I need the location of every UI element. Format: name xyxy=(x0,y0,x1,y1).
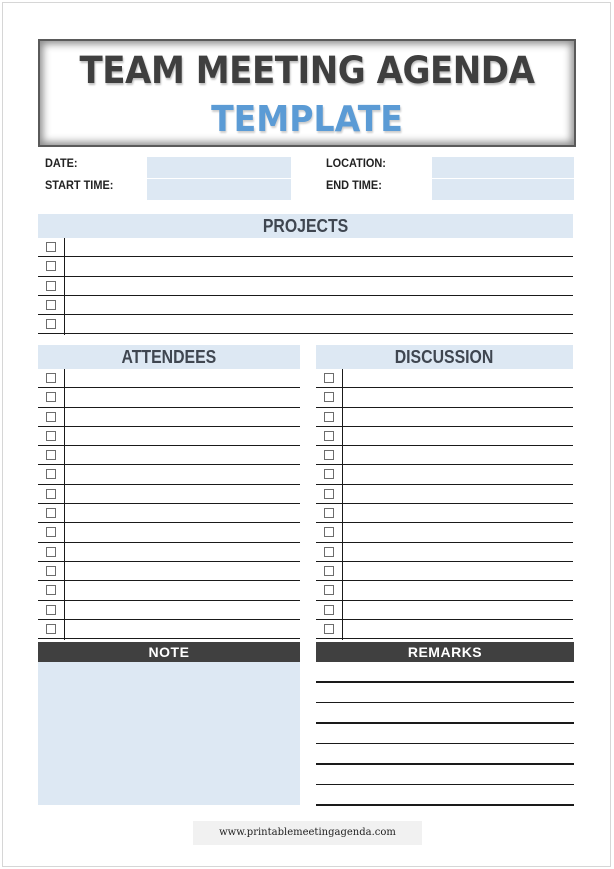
checkbox[interactable] xyxy=(46,469,56,479)
column-divider xyxy=(342,408,343,428)
footer-website: www.printablemeetingagenda.com xyxy=(193,821,422,845)
attendees-list xyxy=(38,369,300,639)
column-divider xyxy=(342,369,343,389)
attendee-entry-field[interactable] xyxy=(66,485,300,503)
attendee-row xyxy=(38,388,300,407)
page-title: TEAM MEETING AGENDA xyxy=(79,49,535,92)
start-time-label: START TIME: xyxy=(45,180,114,192)
checkbox[interactable] xyxy=(46,300,56,310)
remarks-line[interactable] xyxy=(316,804,574,806)
column-divider xyxy=(64,465,65,485)
attendee-entry-field[interactable] xyxy=(66,504,300,522)
discussion-row xyxy=(316,562,573,581)
remarks-line[interactable] xyxy=(316,702,574,704)
note-area[interactable] xyxy=(38,662,300,805)
discussion-row xyxy=(316,485,573,504)
discussion-row xyxy=(316,523,573,542)
attendee-entry-field[interactable] xyxy=(66,581,300,599)
attendee-row xyxy=(38,601,300,620)
date-label: DATE: xyxy=(45,158,78,170)
attendee-entry-field[interactable] xyxy=(66,427,300,445)
checkbox[interactable] xyxy=(46,585,56,595)
column-divider xyxy=(64,296,65,316)
discussion-row xyxy=(316,581,573,600)
project-row xyxy=(38,238,573,257)
checkbox[interactable] xyxy=(324,585,334,595)
column-divider xyxy=(342,543,343,563)
column-divider xyxy=(342,504,343,524)
discussion-entry-field[interactable] xyxy=(344,581,573,599)
checkbox[interactable] xyxy=(46,242,56,252)
attendee-entry-field[interactable] xyxy=(66,408,300,426)
discussion-row xyxy=(316,620,573,639)
checkbox[interactable] xyxy=(46,624,56,634)
checkbox[interactable] xyxy=(46,547,56,557)
column-divider xyxy=(342,523,343,543)
discussion-row xyxy=(316,408,573,427)
remarks-line[interactable] xyxy=(316,763,574,765)
attendee-entry-field[interactable] xyxy=(66,523,300,541)
discussion-entry-field[interactable] xyxy=(344,504,573,522)
column-divider xyxy=(64,504,65,524)
checkbox[interactable] xyxy=(324,392,334,402)
column-divider xyxy=(342,427,343,447)
checkbox[interactable] xyxy=(46,412,56,422)
column-divider xyxy=(64,446,65,466)
checkbox[interactable] xyxy=(46,527,56,537)
discussion-entry-field[interactable] xyxy=(344,369,573,387)
column-divider xyxy=(342,485,343,505)
column-divider xyxy=(64,315,65,335)
attendee-row xyxy=(38,485,300,504)
checkbox[interactable] xyxy=(324,373,334,383)
discussion-entry-field[interactable] xyxy=(344,388,573,406)
attendee-row xyxy=(38,408,300,427)
column-divider xyxy=(342,465,343,485)
checkbox[interactable] xyxy=(46,392,56,402)
checkbox[interactable] xyxy=(46,489,56,499)
attendee-row xyxy=(38,523,300,542)
remarks-line[interactable] xyxy=(316,784,574,786)
column-divider xyxy=(64,543,65,563)
attendee-row xyxy=(38,446,300,465)
discussion-entry-field[interactable] xyxy=(344,427,573,445)
attendee-entry-field[interactable] xyxy=(66,543,300,561)
column-divider xyxy=(64,601,65,621)
remarks-line[interactable] xyxy=(316,681,574,683)
discussion-row xyxy=(316,543,573,562)
attendees-title: ATTENDEES xyxy=(121,347,217,367)
discussion-list xyxy=(316,369,573,639)
remarks-line[interactable] xyxy=(316,722,574,724)
checkbox[interactable] xyxy=(324,605,334,615)
checkbox[interactable] xyxy=(324,412,334,422)
date-field[interactable] xyxy=(147,157,291,178)
checkbox[interactable] xyxy=(46,508,56,518)
column-divider xyxy=(342,388,343,408)
column-divider xyxy=(64,257,65,277)
checkbox[interactable] xyxy=(324,566,334,576)
remarks-header: REMARKS xyxy=(316,642,574,662)
discussion-row xyxy=(316,446,573,465)
projects-title: PROJECTS xyxy=(262,216,349,236)
project-row xyxy=(38,315,573,334)
attendees-header xyxy=(38,345,300,369)
checkbox[interactable] xyxy=(324,431,334,441)
checkbox[interactable] xyxy=(324,527,334,537)
attendee-row xyxy=(38,581,300,600)
column-divider xyxy=(342,446,343,466)
checkbox[interactable] xyxy=(46,373,56,383)
column-divider xyxy=(342,620,343,640)
attendee-entry-field[interactable] xyxy=(66,620,300,638)
attendee-row xyxy=(38,562,300,581)
project-row xyxy=(38,257,573,276)
attendee-entry-field[interactable] xyxy=(66,601,300,619)
column-divider xyxy=(342,562,343,582)
discussion-row xyxy=(316,427,573,446)
discussion-entry-field[interactable] xyxy=(344,465,573,483)
column-divider xyxy=(64,408,65,428)
discussion-entry-field[interactable] xyxy=(344,446,573,464)
checkbox[interactable] xyxy=(324,489,334,499)
attendee-entry-field[interactable] xyxy=(66,446,300,464)
column-divider xyxy=(64,485,65,505)
checkbox[interactable] xyxy=(324,508,334,518)
column-divider xyxy=(342,581,343,601)
attendee-entry-field[interactable] xyxy=(66,562,300,580)
checkbox[interactable] xyxy=(46,281,56,291)
checkbox[interactable] xyxy=(324,547,334,557)
checkbox[interactable] xyxy=(46,319,56,329)
note-header: NOTE xyxy=(38,642,300,662)
attendee-row xyxy=(38,543,300,562)
end-time-field[interactable] xyxy=(432,179,574,200)
checkbox[interactable] xyxy=(324,469,334,479)
checkbox[interactable] xyxy=(46,605,56,615)
location-field[interactable] xyxy=(432,157,574,178)
checkbox[interactable] xyxy=(46,566,56,576)
attendee-entry-field[interactable] xyxy=(66,388,300,406)
end-time-label: END TIME: xyxy=(326,180,382,192)
column-divider xyxy=(64,238,65,258)
attendee-entry-field[interactable] xyxy=(66,369,300,387)
project-entry-field[interactable] xyxy=(66,238,573,256)
projects-list xyxy=(38,238,573,334)
discussion-entry-field[interactable] xyxy=(344,485,573,503)
attendee-row xyxy=(38,369,300,388)
projects-header xyxy=(38,214,573,238)
discussion-entry-field[interactable] xyxy=(344,620,573,638)
attendee-row xyxy=(38,427,300,446)
column-divider xyxy=(64,562,65,582)
start-time-field[interactable] xyxy=(147,179,291,200)
discussion-row xyxy=(316,388,573,407)
column-divider xyxy=(64,581,65,601)
remarks-line[interactable] xyxy=(316,743,574,745)
attendee-row xyxy=(38,465,300,484)
project-row xyxy=(38,296,573,315)
discussion-entry-field[interactable] xyxy=(344,543,573,561)
project-entry-field[interactable] xyxy=(66,296,573,314)
checkbox[interactable] xyxy=(324,450,334,460)
column-divider xyxy=(64,427,65,447)
location-label: LOCATION: xyxy=(326,158,386,170)
attendee-entry-field[interactable] xyxy=(66,465,300,483)
discussion-row xyxy=(316,504,573,523)
column-divider xyxy=(64,523,65,543)
project-entry-field[interactable] xyxy=(66,257,573,275)
attendee-row xyxy=(38,620,300,639)
discussion-row xyxy=(316,465,573,484)
title-banner xyxy=(38,39,576,147)
checkbox[interactable] xyxy=(46,431,56,441)
discussion-header xyxy=(316,345,573,369)
page-subtitle: TEMPLATE xyxy=(211,99,403,140)
column-divider xyxy=(64,388,65,408)
checkbox[interactable] xyxy=(46,450,56,460)
column-divider xyxy=(64,369,65,389)
checkbox[interactable] xyxy=(324,624,334,634)
project-entry-field[interactable] xyxy=(66,315,573,333)
checkbox[interactable] xyxy=(46,261,56,271)
discussion-entry-field[interactable] xyxy=(344,408,573,426)
discussion-entry-field[interactable] xyxy=(344,523,573,541)
discussion-row xyxy=(316,369,573,388)
project-row xyxy=(38,277,573,296)
column-divider xyxy=(342,601,343,621)
column-divider xyxy=(64,620,65,640)
project-entry-field[interactable] xyxy=(66,277,573,295)
discussion-entry-field[interactable] xyxy=(344,601,573,619)
discussion-row xyxy=(316,601,573,620)
attendee-row xyxy=(38,504,300,523)
discussion-title: DISCUSSION xyxy=(395,347,494,367)
column-divider xyxy=(64,277,65,297)
discussion-entry-field[interactable] xyxy=(344,562,573,580)
